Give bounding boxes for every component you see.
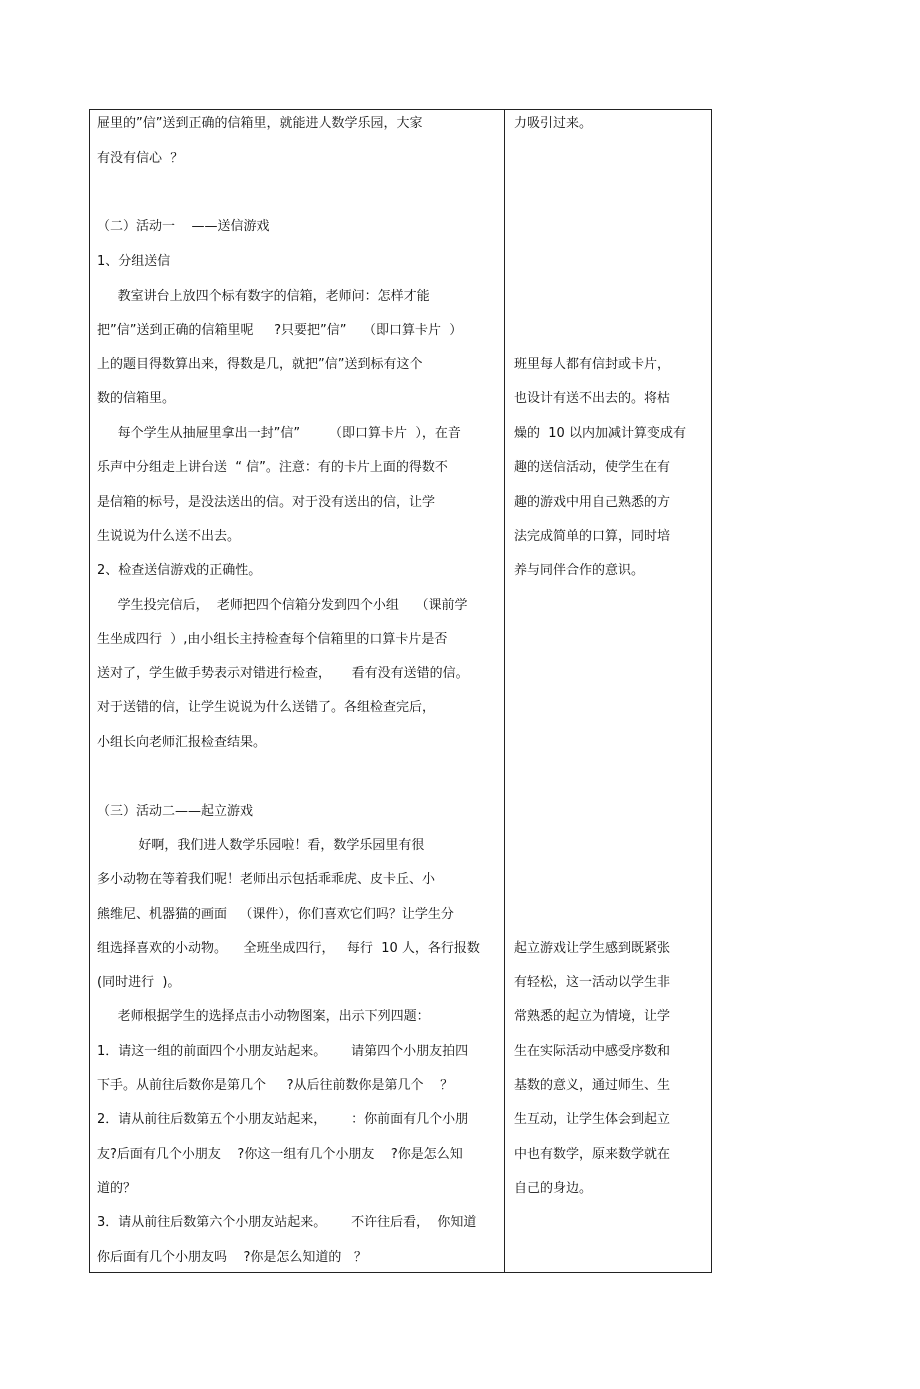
text-line: 生说说为什么送不出去。 (97, 529, 241, 544)
note-line: 燥的 10 以内加减计算变成有 (514, 426, 686, 441)
lesson-plan-table (89, 109, 712, 1273)
note-line: 趣的游戏中用自己熟悉的方 (514, 495, 671, 510)
text-line: (同时进行 )。 (97, 975, 181, 990)
text-line: 数的信箱里。 (97, 391, 176, 406)
text-line: 下手。从前往后数你是第几个 ?从后往前数你是第几个 ？ (97, 1078, 454, 1093)
text-line: 乐声中分组走上讲台送 “ 信”。注意：有的卡片上面的得数不 (97, 460, 448, 475)
text-line: 多小动物在等着我们呢！老师出示包括乖乖虎、皮卡丘、小 (97, 872, 436, 887)
text-line: 好啊，我们进人数学乐园啦！看，数学乐园里有很 (97, 838, 425, 853)
text-line: 熊维尼、机器猫的画面 （课件），你们喜欢它们吗？让学生分 (97, 907, 454, 922)
subsection-heading: 2、检查送信游戏的正确性。 (97, 563, 262, 578)
section-heading: （二）活动一 ——送信游戏 (97, 219, 270, 234)
text-line: 上的题目得数算出来，得数是几，就把”信”送到标有这个 (97, 357, 423, 372)
note-line: 力吸引过来。 (514, 116, 593, 131)
text-line: 2．请从前往后数第五个小朋友站起来， ：你前面有几个小朋 (97, 1112, 469, 1127)
note-line: 起立游戏让学生感到既紧张 (514, 941, 671, 956)
text-line: 老师根据学生的选择点击小动物图案，出示下列四题： (97, 1009, 430, 1024)
text-line: 屉里的”信”送到正确的信箱里，就能进人数学乐园，大家 (97, 116, 423, 131)
note-line: 生互动，让学生体会到起立 (514, 1112, 671, 1127)
section-heading: （三）活动二——起立游戏 (97, 804, 254, 819)
note-line: 有轻松，这一活动以学生非 (514, 975, 671, 990)
note-line: 自己的身边。 (514, 1181, 593, 1196)
note-line: 也设计有送不出去的。将枯 (514, 391, 671, 406)
text-line: 教室讲台上放四个标有数字的信箱，老师问：怎样才能 (97, 289, 430, 304)
note-line: 班里每人都有信封或卡片， (514, 357, 671, 372)
note-line: 养与同伴合作的意识。 (514, 563, 645, 578)
note-line: 法完成简单的口算，同时培 (514, 529, 671, 544)
text-line: 道的？ (97, 1181, 137, 1196)
text-line: 3．请从前往后数第六个小朋友站起来。 不许往后看， 你知道 (97, 1215, 477, 1230)
subsection-heading: 1、分组送信 (97, 254, 171, 269)
text-line: 学生投完信后， 老师把四个信箱分发到四个小组 （课前学 (97, 598, 468, 613)
text-line: 每个学生从抽屉里拿出一封”信” （即口算卡片 ），在音 (97, 426, 461, 441)
text-line: 是信箱的标号，是没法送出的信。对于没有送出的信，让学 (97, 495, 436, 510)
note-line: 中也有数学，原来数学就在 (514, 1147, 671, 1162)
text-line: 有没有信心 ？ (97, 151, 184, 166)
column-divider (504, 109, 505, 1273)
text-line: 组选择喜欢的小动物。 全班坐成四行， 每行 10 人，各行报数 (97, 941, 480, 956)
text-line: 你后面有几个小朋友吗 ?你是怎么知道的 ？ (97, 1250, 367, 1265)
text-line: 把”信”送到正确的信箱里呢 ?只要把”信” （即口算卡片 ） (97, 323, 463, 338)
note-line: 生在实际活动中感受序数和 (514, 1044, 671, 1059)
text-line: 送对了，学生做手势表示对错进行检查， 看有没有送错的信。 (97, 666, 469, 681)
text-line: 友?后面有几个小朋友 ?你这一组有几个小朋友 ?你是怎么知 (97, 1147, 463, 1162)
text-line: 生坐成四行 ）,由小组长主持检查每个信箱里的口算卡片是否 (97, 632, 448, 647)
note-line: 趣的送信活动，使学生在有 (514, 460, 671, 475)
text-line: 对于送错的信，让学生说说为什么送错了。各组检查完后， (97, 700, 436, 715)
text-line: 1．请这一组的前面四个小朋友站起来。 请第四个小朋友拍四 (97, 1044, 469, 1059)
note-line: 常熟悉的起立为情境，让学 (514, 1009, 671, 1024)
note-line: 基数的意义，通过师生、生 (514, 1078, 671, 1093)
text-line: 小组长向老师汇报检查结果。 (97, 735, 267, 750)
